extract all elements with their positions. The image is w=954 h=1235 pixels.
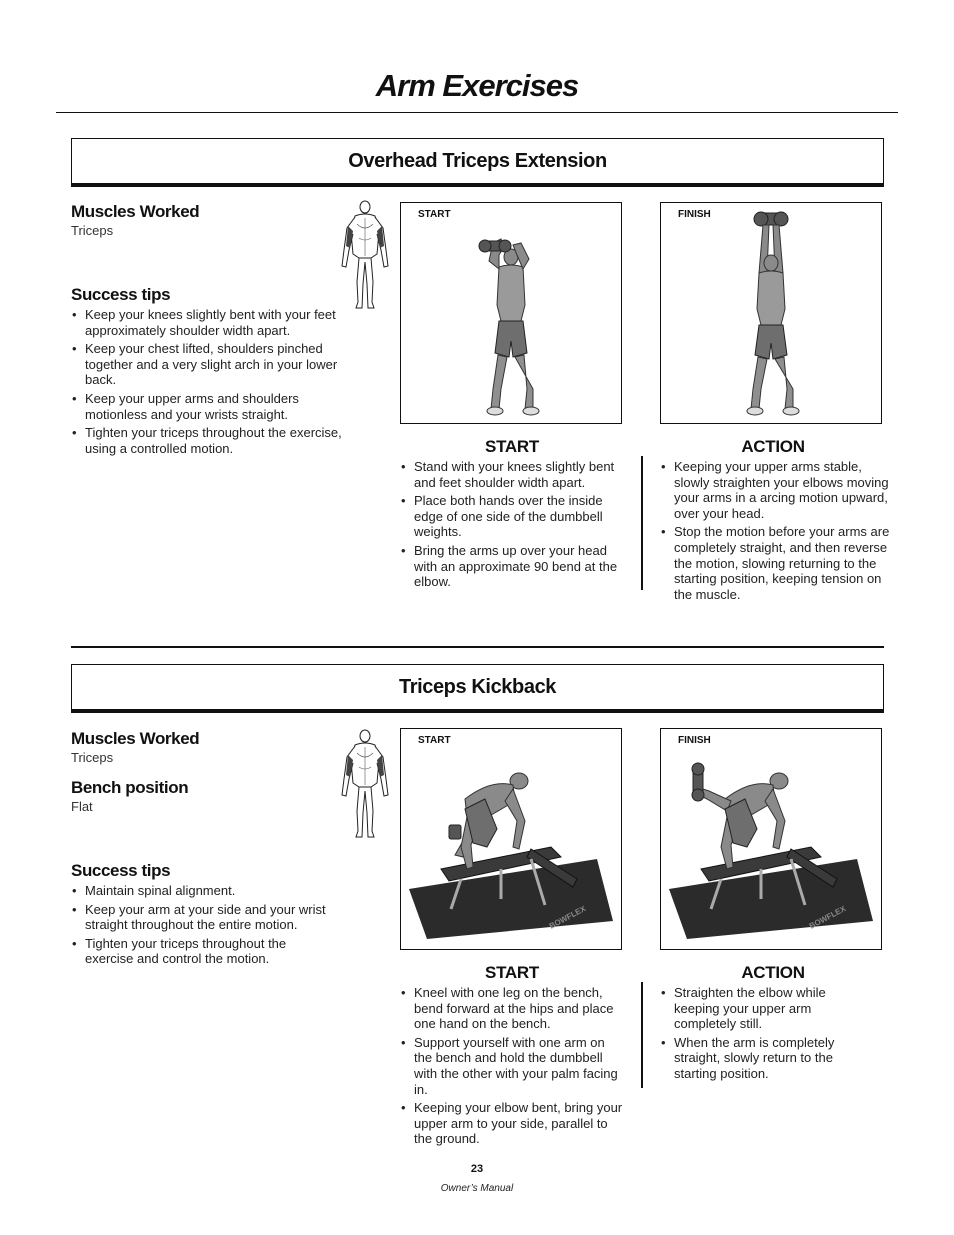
mat-brand-text: BOWFLEX <box>547 904 588 931</box>
section-divider <box>71 646 884 648</box>
muscles-worked-value: Triceps <box>71 223 114 238</box>
photo-start-overhead <box>400 202 622 424</box>
muscles-worked-value: Triceps <box>71 750 114 765</box>
list-item: • Stop the motion before your arms are completely straight, and then reverse the motion, slowing returning to the starting position, keeping tension on the muscle. <box>660 524 892 602</box>
person-bench-kickback-start-image <box>401 729 621 949</box>
list-item: • Support yourself with one arm on the bench and hold the dumbbell with the other with your palm facing in. <box>400 1035 626 1097</box>
title-divider <box>56 112 898 113</box>
action-heading: ACTION <box>741 437 805 456</box>
success-tips-list <box>71 307 346 459</box>
action-heading: ACTION <box>741 963 805 982</box>
list-item: • Kneel with one leg on the bench, bend forward at the hips and place one hand on the bench. <box>400 985 626 1032</box>
section-header-triceps-kickback <box>71 664 884 713</box>
footer-text: Owner’s Manual <box>440 1183 514 1194</box>
list-item: • Keep your knees slightly bent with your feet approximately shoulder width apart. <box>71 307 346 338</box>
list-item: • Keep your chest lifted, shoulders pinched together and a very slight arch in your lower back. <box>71 341 346 388</box>
person-standing-overhead-start-image <box>401 203 621 423</box>
success-tips-heading: Success tips <box>71 285 171 304</box>
bench-position-value: Flat <box>71 799 93 814</box>
page-number: 23 <box>470 1163 484 1175</box>
section-title: Overhead Triceps Extension <box>348 150 607 172</box>
muscles-worked-heading: Muscles Worked <box>71 729 200 748</box>
start-heading: START <box>485 437 539 456</box>
list-item: • Keeping your upper arms stable, slowly straighten your elbows moving your arms in a arcing motion upward, over your head. <box>660 459 892 521</box>
person-bench-kickback-finish-image <box>661 729 881 949</box>
photo-start-kickback <box>400 728 622 950</box>
column-divider <box>641 456 643 590</box>
section-title: Triceps Kickback <box>398 676 557 698</box>
column-divider <box>641 982 643 1088</box>
list-item: • Keeping your elbow bent, bring your upper arm to your side, parallel to the ground. <box>400 1100 626 1147</box>
page-title: Arm Exercises <box>375 68 579 103</box>
photo-finish-overhead <box>660 202 882 424</box>
section-header-overhead-triceps <box>71 138 884 187</box>
bench-position-heading: Bench position <box>71 778 189 797</box>
action-steps-list <box>660 459 892 605</box>
list-item: • Place both hands over the inside edge of one side of the dumbbell weights. <box>400 493 626 540</box>
photo-label: FINISH <box>678 209 711 220</box>
list-item: • Straighten the elbow while keeping your upper arm completely still. <box>660 985 870 1032</box>
start-steps-list <box>400 459 626 593</box>
start-steps-list <box>400 985 626 1150</box>
list-item: • Tighten your triceps throughout the exercise and control the motion. <box>71 936 331 967</box>
list-item: • Bring the arms up over your head with an approximate 90 bend at the elbow. <box>400 543 626 590</box>
list-item: • Maintain spinal alignment. <box>71 883 331 899</box>
mat-brand-text: BOWFLEX <box>807 904 848 931</box>
photo-finish-kickback <box>660 728 882 950</box>
list-item: • Keep your upper arms and shoulders motionless and your wrists straight. <box>71 391 346 422</box>
muscles-worked-heading: Muscles Worked <box>71 202 200 221</box>
start-heading: START <box>485 963 539 982</box>
list-item: • Tighten your triceps throughout the exercise, using a controlled motion. <box>71 425 346 456</box>
success-tips-list <box>71 883 331 970</box>
list-item: • Stand with your knees slightly bent and feet shoulder width apart. <box>400 459 626 490</box>
photo-label: START <box>418 735 451 746</box>
action-steps-list <box>660 985 870 1085</box>
anatomy-figure-triceps <box>338 727 392 841</box>
photo-label: FINISH <box>678 735 711 746</box>
list-item: • Keep your arm at your side and your wrist straight throughout the entire motion. <box>71 902 331 933</box>
success-tips-heading: Success tips <box>71 861 171 880</box>
list-item: • When the arm is completely straight, slowly return to the starting position. <box>660 1035 870 1082</box>
anatomy-figure-triceps <box>338 198 392 312</box>
person-standing-overhead-finish-image <box>661 203 881 423</box>
photo-label: START <box>418 209 451 220</box>
